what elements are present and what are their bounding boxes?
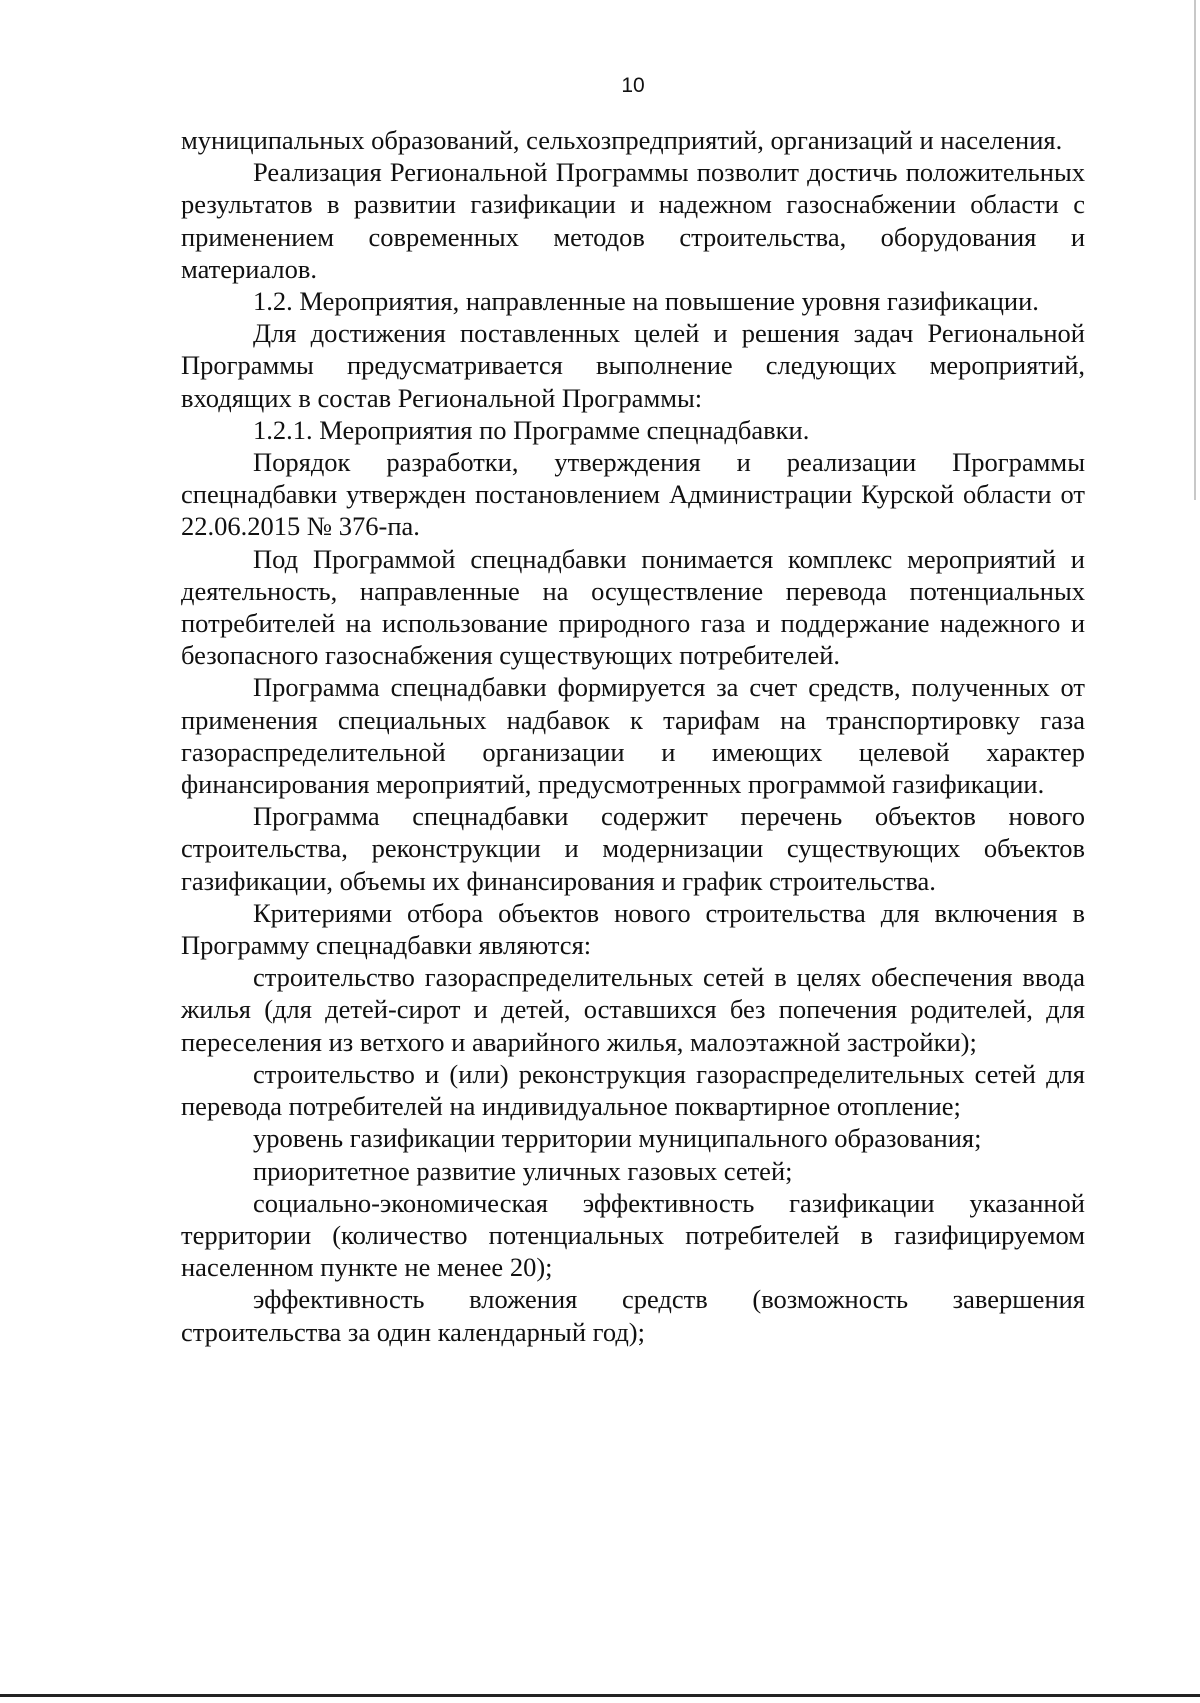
page-number: 10 bbox=[621, 74, 645, 97]
criteria-item-gasification-level: уровень газификации территории муниципального образования; bbox=[253, 1123, 982, 1154]
criteria-item-street-networks: приоритетное развитие уличных газовых сетей; bbox=[253, 1155, 793, 1186]
paragraph-continuation: муниципальных образований, сельхозпредприятий, организаций и населения. bbox=[181, 125, 1063, 155]
section-heading-1-2-1: 1.2.1. Мероприятия по Программе спецнадбавки. bbox=[253, 414, 810, 445]
criteria-item-social-efficiency: социально-экономическая эффективность газификации указанной территории (количество потенциальных потребителей в газифицируемом населенном пункте не менее 20); bbox=[181, 1187, 1085, 1283]
scan-bottom-edge bbox=[0, 1694, 1200, 1697]
document-body bbox=[181, 124, 1085, 1348]
paragraph-program-funding: Программа спецнадбавки формируется за счет средств, полученных от применения специальных надбавок к тарифам на транспортировку газа газораспределительной организации и имеющих целевой характер финансирования мероприятий, предусмотренных программой газификации. bbox=[181, 672, 1085, 800]
paragraph-program-definition: Под Программой спецнадбавки понимается комплекс мероприятий и деятельность, направленные на осуществление перевода потенциальных потребителей на использование природного газа и поддержание надежного и безопасного газоснабжения существующих потребителей. bbox=[181, 543, 1085, 671]
criteria-item-heating: строительство и (или) реконструкция газораспределительных сетей для перевода потребителей на индивидуальное поквартирное отопление; bbox=[181, 1058, 1085, 1122]
criteria-item-housing: строительство газораспределительных сетей в целях обеспечения ввода жилья (для детей-сирот и детей, оставшихся без попечения родителей, для переселения из ветхого и аварийного жилья, малоэтажной застройки); bbox=[181, 962, 1085, 1057]
criteria-item-investment-efficiency: эффективность вложения средств (возможность завершения строительства за один календарный год); bbox=[181, 1284, 1085, 1347]
paragraph-program-realization: Реализация Региональной Программы позволит достичь положительных результатов в развитии газификации и надежном газоснабжении области с применением современных методов строительства, оборудования и материалов. bbox=[181, 157, 1085, 284]
paragraph-program-contents: Программа спецнадбавки содержит перечень объектов нового строительства, реконструкции и модернизации существующих объектов газификации, объемы их финансирования и график строительства. bbox=[181, 801, 1085, 896]
paragraph-procedure: Порядок разработки, утверждения и реализации Программы спецнадбавки утвержден постановлением Администрации Курской области от 22.06.2015 № 376-па. bbox=[181, 447, 1085, 542]
paragraph-selection-criteria: Критериями отбора объектов нового строительства для включения в Программу спецнадбавки являются: bbox=[181, 897, 1085, 961]
paragraph-measures-intro: Для достижения поставленных целей и решения задач Региональной Программы предусматривается выполнение следующих мероприятий, входящих в состав Региональной Программы: bbox=[181, 318, 1085, 413]
section-heading-1-2: 1.2. Мероприятия, направленные на повышение уровня газификации. bbox=[253, 286, 1039, 317]
